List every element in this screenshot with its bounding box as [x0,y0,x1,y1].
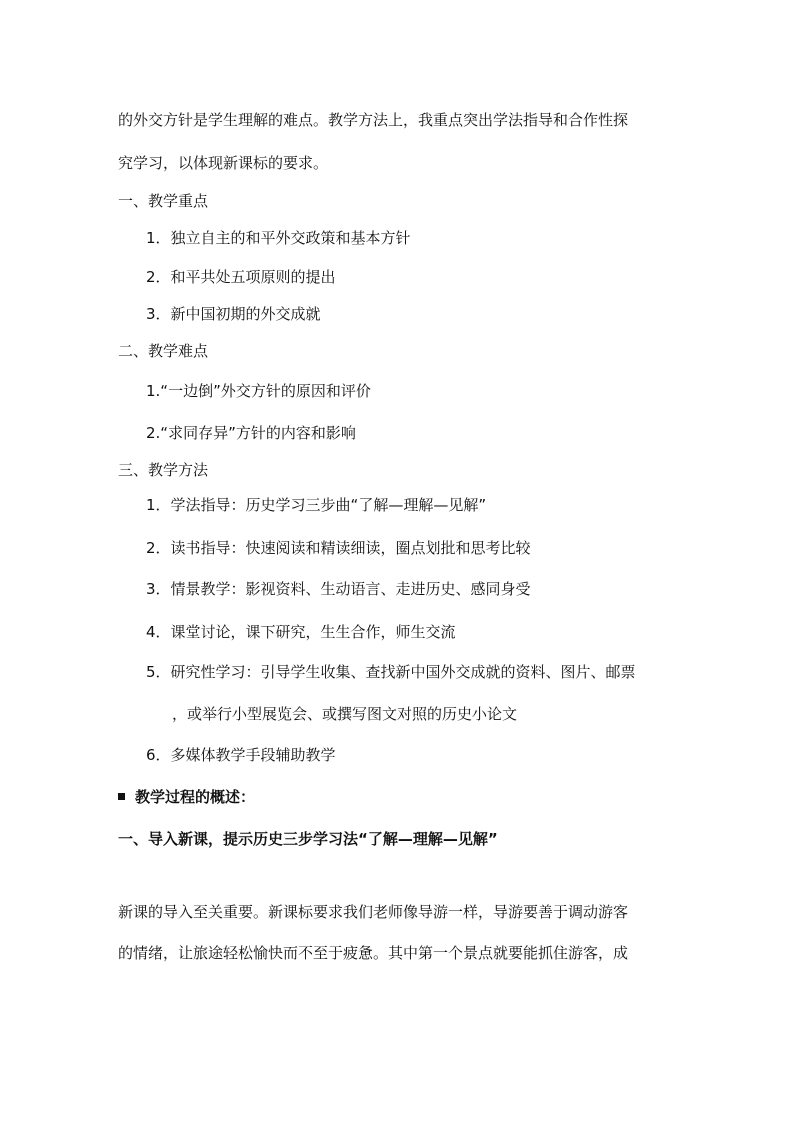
list-item: 2.“求同存异”方针的内容和影响 [146,424,356,442]
body-line-1: 新课的导入至关重要。新课标要求我们老师像导游一样，导游要善于调动游客 [118,903,629,921]
list-item: 6．多媒体教学手段辅助教学 [146,746,336,764]
section-3-title: 三、教学方法 [118,461,209,479]
process-heading-row [118,787,255,807]
body-line-2: 的情绪，让旅途轻松愉快而不至于疲惫。其中第一个景点就要能抓住游客，成 [118,944,629,962]
list-item: 4．课堂讨论，课下研究，生生合作，师生交流 [146,623,456,641]
section-1-title: 一、教学重点 [118,192,209,210]
list-item: 1.“一边倒”外交方针的原因和评价 [146,382,371,400]
process-heading: 教学过程的概述： [135,788,256,806]
step-1-heading: 一、导入新课，提示历史三步学习法“了解—理解—见解” [118,830,498,848]
section-2-title: 二、教学难点 [118,342,209,360]
list-item: 3．新中国初期的外交成就 [146,305,321,323]
list-item: 2．和平共处五项原则的提出 [146,268,336,286]
square-bullet-icon [118,793,125,800]
list-item: 5．研究性学习：引导学生收集、查找新中国外交成就的资料、图片、邮票 [146,663,636,681]
intro-line-1: 的外交方针是学生理解的难点。教学方法上，我重点突出学法指导和合作性探 [118,111,629,129]
list-item: 1．独立自主的和平外交政策和基本方针 [146,229,411,247]
list-item-continuation: ，或举行小型展览会、或撰写图文对照的历史小论文 [172,705,518,723]
intro-line-2: 究学习，以体现新课标的要求。 [118,154,329,172]
list-item: 1．学法指导：历史学习三步曲“了解—理解—见解” [146,496,487,514]
list-item: 3．情景教学：影视资料、生动语言、走进历史、感同身受 [146,580,531,598]
list-item: 2．读书指导：快速阅读和精读细读，圈点划批和思考比较 [146,539,531,557]
